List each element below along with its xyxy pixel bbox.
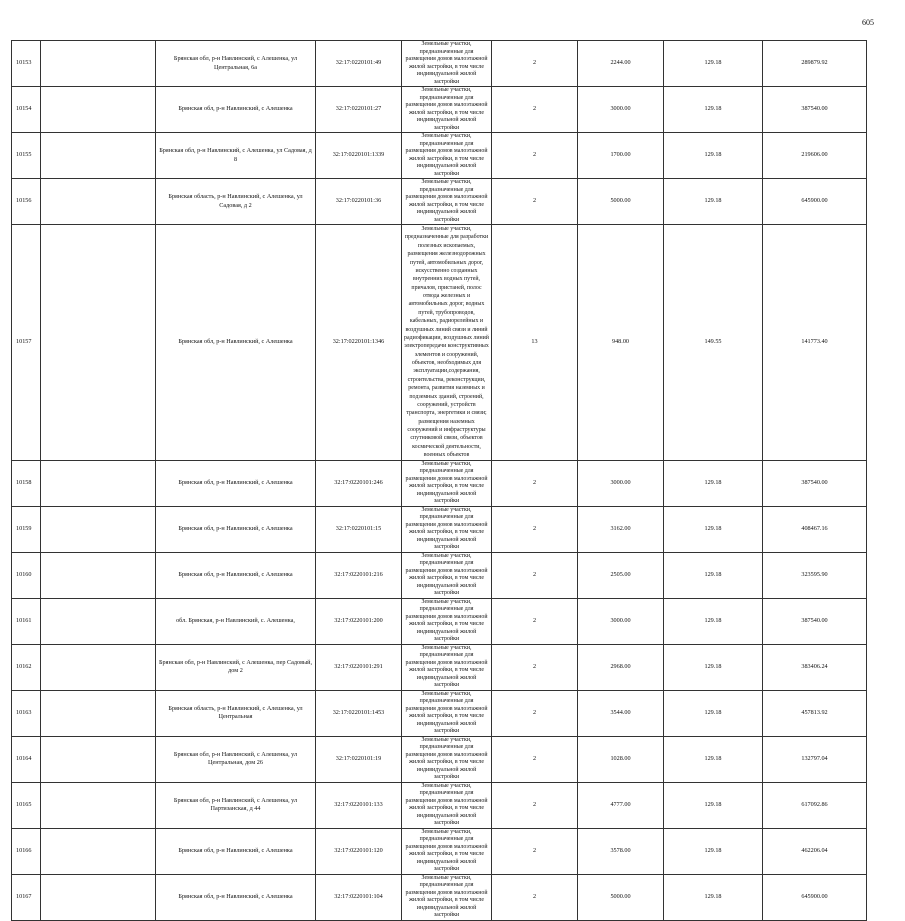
address-cell: Брянская обл, р-н Навлинский, с Алешенка, ул Партизанская, д 44 (156, 782, 316, 828)
use-group-cell: 2 (492, 506, 578, 552)
row-number: 10159 (12, 506, 41, 552)
land-use-cell: Земельные участки, предназначенные для размещения домов малоэтажной жилой застройки, в том числе индивидуальной жилой застройки (402, 133, 492, 179)
cadastral-number-cell: 32:17:0220101:133 (316, 782, 402, 828)
address-cell: Брянская обл, р-н Навлинский, с Алешенка, пер Садовый, дом 2 (156, 644, 316, 690)
land-use-cell: Земельные участки, предназначенные для размещения домов малоэтажной жилой застройки, в том числе индивидуальной жилой застройки (402, 874, 492, 920)
specific-value-cell: 129.18 (664, 552, 763, 598)
cadastral-number-cell: 32:17:0220101:200 (316, 598, 402, 644)
row-number: 10154 (12, 87, 41, 133)
address-cell: обл. Брянская, р-н Навлинский, с. Алешенка, (156, 598, 316, 644)
table-row (12, 598, 867, 644)
specific-value-cell: 129.18 (664, 179, 763, 225)
address-cell: Брянская обл, р-н Навлинский, с Алешенка, ул Центральная, дом 26 (156, 736, 316, 782)
blank-cell (41, 782, 156, 828)
row-number: 10157 (12, 225, 41, 461)
cadastral-number-cell: 32:17:0220101:216 (316, 552, 402, 598)
row-number: 10161 (12, 598, 41, 644)
address-cell: Брянская обл, р-н Навлинский, с Алешенка (156, 225, 316, 461)
row-number: 10166 (12, 828, 41, 874)
address-cell: Брянская обл, р-н Навлинский, с Алешенка (156, 874, 316, 920)
specific-value-cell: 129.18 (664, 736, 763, 782)
table-row (12, 87, 867, 133)
area-cell: 2244.00 (578, 41, 664, 87)
cadastral-value-cell: 408467.16 (763, 506, 867, 552)
use-group-cell: 2 (492, 41, 578, 87)
table-row (12, 506, 867, 552)
use-group-cell: 2 (492, 552, 578, 598)
address-cell: Брянская обл, р-н Навлинский, с Алешенка (156, 552, 316, 598)
land-use-cell: Земельные участки, предназначенные для размещения домов малоэтажной жилой застройки, в том числе индивидуальной жилой застройки (402, 598, 492, 644)
table-row (12, 41, 867, 87)
blank-cell (41, 87, 156, 133)
cadastral-number-cell: 32:17:0220101:19 (316, 736, 402, 782)
row-number: 10158 (12, 460, 41, 506)
row-number: 10162 (12, 644, 41, 690)
blank-cell (41, 736, 156, 782)
blank-cell (41, 133, 156, 179)
cadastral-value-cell: 457813.92 (763, 690, 867, 736)
row-number: 10165 (12, 782, 41, 828)
cadastral-value-cell: 141773.40 (763, 225, 867, 461)
table-row (12, 690, 867, 736)
specific-value-cell: 129.18 (664, 644, 763, 690)
area-cell: 5000.00 (578, 874, 664, 920)
table-row (12, 828, 867, 874)
blank-cell (41, 179, 156, 225)
row-number: 10163 (12, 690, 41, 736)
cadastral-value-cell: 219606.00 (763, 133, 867, 179)
cadastral-value-cell: 289879.92 (763, 41, 867, 87)
table-row (12, 736, 867, 782)
area-cell: 3000.00 (578, 87, 664, 133)
cadastral-number-cell: 32:17:0220101:27 (316, 87, 402, 133)
specific-value-cell: 129.18 (664, 506, 763, 552)
specific-value-cell: 129.18 (664, 782, 763, 828)
blank-cell (41, 552, 156, 598)
address-cell: Брянская область, р-н Навлинский, с Алешенка, ул Садовая, д 2 (156, 179, 316, 225)
address-cell: Брянская область, р-н Навлинский, с Алешенка, ул Центральная (156, 690, 316, 736)
use-group-cell: 2 (492, 782, 578, 828)
blank-cell (41, 460, 156, 506)
area-cell: 3578.00 (578, 828, 664, 874)
cadastral-value-cell: 462206.04 (763, 828, 867, 874)
specific-value-cell: 129.18 (664, 874, 763, 920)
area-cell: 3000.00 (578, 460, 664, 506)
specific-value-cell: 129.18 (664, 690, 763, 736)
blank-cell (41, 828, 156, 874)
cadastral-number-cell: 32:17:0220101:246 (316, 460, 402, 506)
row-number: 10167 (12, 874, 41, 920)
land-use-cell: Земельные участки, предназначенные для размещения домов малоэтажной жилой застройки, в том числе индивидуальной жилой застройки (402, 736, 492, 782)
cadastral-value-cell: 383406.24 (763, 644, 867, 690)
cadastral-number-cell: 32:17:0220101:49 (316, 41, 402, 87)
land-use-cell: Земельные участки, предназначенные для размещения домов малоэтажной жилой застройки, в том числе индивидуальной жилой застройки (402, 460, 492, 506)
land-use-cell: Земельные участки, предназначенные для разработки полезных ископаемых, размещения железнодорожных путей, автомобильных дорог, искусственно созданных внутренних водных путей, причалов, пристаней, полос отвода железных и автомобильных дорог, водных путей, трубопроводов, кабельных, радиорелейных и воздушных линий связи и линий радиофикации, воздушных линий электропередачи конструктивных элементов и сооружений, объектов, необходимых для эксплуатации,содержания, строительства, реконструкции, ремонта, развития наземных и подземных зданий, строений, сооружений, устройств транспорта, энергетики и связи; размещения наземных сооружений и инфраструктуры спутниковой связи, объектов космической деятельности, военных объектов (402, 225, 492, 461)
cadastral-value-cell: 323595.90 (763, 552, 867, 598)
use-group-cell: 2 (492, 460, 578, 506)
land-use-cell: Земельные участки, предназначенные для размещения домов малоэтажной жилой застройки, в том числе индивидуальной жилой застройки (402, 179, 492, 225)
use-group-cell: 2 (492, 133, 578, 179)
cadastral-number-cell: 32:17:0220101:120 (316, 828, 402, 874)
land-use-cell: Земельные участки, предназначенные для размещения домов малоэтажной жилой застройки, в том числе индивидуальной жилой застройки (402, 506, 492, 552)
land-use-cell: Земельные участки, предназначенные для размещения домов малоэтажной жилой застройки, в том числе индивидуальной жилой застройки (402, 41, 492, 87)
cadastral-number-cell: 32:17:0220101:36 (316, 179, 402, 225)
blank-cell (41, 690, 156, 736)
cadastral-number-cell: 32:17:0220101:1453 (316, 690, 402, 736)
table-row (12, 225, 867, 461)
area-cell: 3000.00 (578, 598, 664, 644)
use-group-cell: 2 (492, 736, 578, 782)
table-body (12, 41, 867, 921)
row-number: 10164 (12, 736, 41, 782)
row-number: 10160 (12, 552, 41, 598)
cadastral-value-cell: 387540.00 (763, 87, 867, 133)
use-group-cell: 2 (492, 644, 578, 690)
use-group-cell: 2 (492, 874, 578, 920)
use-group-cell: 2 (492, 179, 578, 225)
area-cell: 3544.00 (578, 690, 664, 736)
use-group-cell: 2 (492, 598, 578, 644)
table-row (12, 133, 867, 179)
specific-value-cell: 129.18 (664, 460, 763, 506)
land-use-cell: Земельные участки, предназначенные для размещения домов малоэтажной жилой застройки, в том числе индивидуальной жилой застройки (402, 690, 492, 736)
land-use-cell: Земельные участки, предназначенные для размещения домов малоэтажной жилой застройки, в том числе индивидуальной жилой застройки (402, 828, 492, 874)
row-number: 10155 (12, 133, 41, 179)
area-cell: 2505.00 (578, 552, 664, 598)
blank-cell (41, 644, 156, 690)
table-row (12, 460, 867, 506)
table-row (12, 644, 867, 690)
address-cell: Брянская обл, р-н Навлинский, с Алешенка (156, 506, 316, 552)
blank-cell (41, 41, 156, 87)
specific-value-cell: 129.18 (664, 828, 763, 874)
cadastral-value-table (11, 40, 867, 921)
specific-value-cell: 129.18 (664, 133, 763, 179)
specific-value-cell: 149.55 (664, 225, 763, 461)
address-cell: Брянская обл, р-н Навлинский, с Алешенка (156, 828, 316, 874)
row-number: 10153 (12, 41, 41, 87)
cadastral-value-cell: 617092.86 (763, 782, 867, 828)
use-group-cell: 2 (492, 690, 578, 736)
blank-cell (41, 874, 156, 920)
cadastral-value-cell: 645900.00 (763, 179, 867, 225)
cadastral-number-cell: 32:17:0220101:15 (316, 506, 402, 552)
specific-value-cell: 129.18 (664, 41, 763, 87)
cadastral-value-cell: 387540.00 (763, 598, 867, 644)
cadastral-number-cell: 32:17:0220101:1339 (316, 133, 402, 179)
table-row (12, 874, 867, 920)
table-row (12, 552, 867, 598)
area-cell: 948.00 (578, 225, 664, 461)
use-group-cell: 2 (492, 87, 578, 133)
area-cell: 2968.00 (578, 644, 664, 690)
area-cell: 5000.00 (578, 179, 664, 225)
area-cell: 1700.00 (578, 133, 664, 179)
address-cell: Брянская обл, р-н Навлинский, с Алешенка (156, 87, 316, 133)
land-use-cell: Земельные участки, предназначенные для размещения домов малоэтажной жилой застройки, в том числе индивидуальной жилой застройки (402, 644, 492, 690)
area-cell: 3162.00 (578, 506, 664, 552)
land-use-cell: Земельные участки, предназначенные для размещения домов малоэтажной жилой застройки, в том числе индивидуальной жилой застройки (402, 782, 492, 828)
specific-value-cell: 129.18 (664, 87, 763, 133)
area-cell: 4777.00 (578, 782, 664, 828)
blank-cell (41, 225, 156, 461)
table-row (12, 179, 867, 225)
cadastral-number-cell: 32:17:0220101:1346 (316, 225, 402, 461)
specific-value-cell: 129.18 (664, 598, 763, 644)
table-row (12, 782, 867, 828)
blank-cell (41, 506, 156, 552)
cadastral-value-cell: 645900.00 (763, 874, 867, 920)
page-number: 605 (862, 18, 874, 27)
address-cell: Брянская обл, р-н Навлинский, с Алешенка, ул Центральная, 6а (156, 41, 316, 87)
address-cell: Брянская обл, р-н Навлинский, с Алешенка, ул Садовая, д 8 (156, 133, 316, 179)
address-cell: Брянская обл, р-н Навлинский, с Алешенка (156, 460, 316, 506)
use-group-cell: 2 (492, 828, 578, 874)
cadastral-number-cell: 32:17:0220101:291 (316, 644, 402, 690)
cadastral-value-cell: 387540.00 (763, 460, 867, 506)
row-number: 10156 (12, 179, 41, 225)
area-cell: 1028.00 (578, 736, 664, 782)
blank-cell (41, 598, 156, 644)
cadastral-value-cell: 132797.04 (763, 736, 867, 782)
cadastral-number-cell: 32:17:0220101:104 (316, 874, 402, 920)
use-group-cell: 13 (492, 225, 578, 461)
land-use-cell: Земельные участки, предназначенные для размещения домов малоэтажной жилой застройки, в том числе индивидуальной жилой застройки (402, 87, 492, 133)
land-use-cell: Земельные участки, предназначенные для размещения домов малоэтажной жилой застройки, в том числе индивидуальной жилой застройки (402, 552, 492, 598)
